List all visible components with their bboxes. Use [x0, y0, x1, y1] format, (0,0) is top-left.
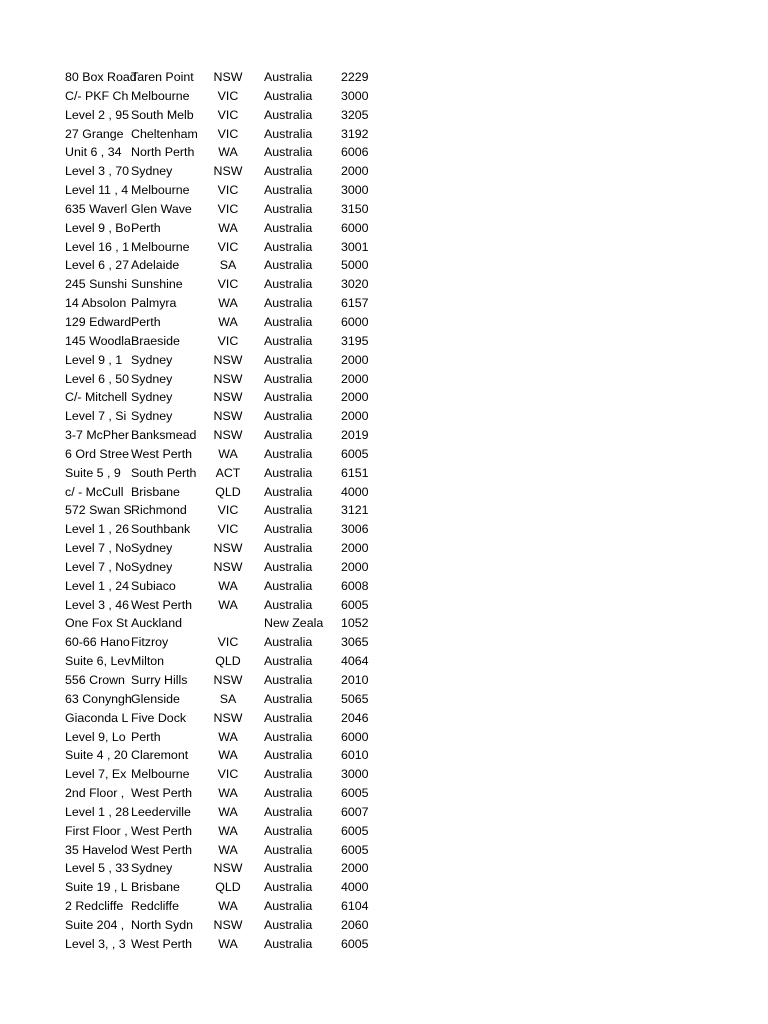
table-row	[0, 143, 768, 162]
state-cell: NSW	[213, 673, 243, 687]
postcode-cell: 6008	[341, 578, 369, 593]
table-row	[0, 652, 768, 671]
city-cell: West Perth	[131, 936, 193, 951]
address-cell: 60-66 Hano	[65, 635, 130, 650]
state-cell: WA	[218, 578, 238, 593]
state-cell: NSW	[213, 70, 243, 84]
postcode-cell: 3001	[341, 239, 369, 254]
address-cell: Level 9 , 1	[65, 352, 123, 367]
address-cell: 63 Conyngh	[65, 691, 132, 706]
table-row	[0, 219, 768, 238]
country-cell: Australia	[264, 258, 313, 273]
country-cell: Australia	[264, 861, 313, 876]
table-row	[0, 483, 768, 502]
country-cell: Australia	[264, 88, 313, 103]
city-cell: Sydney	[131, 861, 173, 876]
city-cell: Sydney	[131, 541, 173, 556]
table-row	[0, 332, 768, 351]
address-cell: Suite 19 , L	[65, 880, 128, 895]
city-cell: Richmond	[131, 503, 187, 518]
city-cell: Southbank	[131, 522, 191, 537]
address-cell: 6 Ord Stree	[65, 446, 130, 461]
address-cell: 129 Edward	[65, 314, 132, 329]
country-cell: Australia	[264, 220, 313, 235]
table-row	[0, 275, 768, 294]
country-cell: Australia	[264, 371, 313, 386]
postcode-cell: 6000	[341, 729, 369, 744]
postcode-cell: 2046	[341, 710, 369, 725]
country-cell: Australia	[264, 691, 313, 706]
postcode-cell: 6000	[341, 220, 369, 235]
state-cell: WA	[218, 729, 238, 744]
address-cell: 2 Redcliffe	[65, 899, 124, 914]
postcode-cell: 6000	[341, 314, 369, 329]
state-cell: VIC	[217, 635, 239, 650]
table-row	[0, 539, 768, 558]
address-cell: Level 3, , 3	[65, 936, 126, 951]
country-cell: Australia	[264, 804, 313, 819]
city-cell: Melbourne	[131, 767, 190, 782]
postcode-cell: 3205	[341, 107, 369, 122]
postcode-cell: 2000	[341, 352, 369, 367]
city-cell: Glen Wave	[131, 201, 192, 216]
state-cell: VIC	[217, 201, 239, 216]
state-cell: WA	[218, 145, 238, 160]
address-cell: Level 1 , 26	[65, 522, 130, 537]
state-cell: WA	[218, 823, 238, 838]
address-cell: Level 9 , Bo	[65, 220, 131, 235]
table-row	[0, 256, 768, 275]
country-cell: New Zeala	[264, 616, 324, 631]
country-cell: Australia	[264, 239, 313, 254]
city-cell: Melbourne	[131, 88, 190, 103]
table-row	[0, 690, 768, 709]
postcode-cell: 2000	[341, 164, 369, 179]
country-cell: Australia	[264, 673, 313, 687]
country-cell: Australia	[264, 314, 313, 329]
city-cell: Fitzroy	[131, 635, 169, 650]
state-cell: SA	[219, 691, 237, 706]
postcode-cell: 5000	[341, 258, 369, 273]
postcode-cell: 3000	[341, 88, 369, 103]
country-cell: Australia	[264, 126, 313, 141]
address-cell: c/ - McCull	[65, 484, 124, 499]
table-row	[0, 313, 768, 332]
city-cell: Brisbane	[131, 880, 180, 895]
state-cell: NSW	[213, 371, 243, 386]
table-row	[0, 294, 768, 313]
postcode-cell: 2000	[341, 390, 369, 405]
city-cell: Brisbane	[131, 484, 180, 499]
city-cell: Sydney	[131, 352, 173, 367]
city-cell: West Perth	[131, 786, 193, 801]
country-cell: Australia	[264, 936, 313, 951]
postcode-cell: 6104	[341, 899, 369, 914]
city-cell: Claremont	[131, 748, 189, 763]
table-row	[0, 370, 768, 389]
city-cell: Perth	[131, 314, 161, 329]
country-cell: Australia	[264, 503, 313, 518]
city-cell: West Perth	[131, 597, 193, 612]
country-cell: Australia	[264, 880, 313, 895]
state-cell: QLD	[215, 880, 241, 895]
state-cell: WA	[218, 786, 238, 801]
table-row	[0, 728, 768, 747]
postcode-cell: 3000	[341, 767, 369, 782]
postcode-cell: 6005	[341, 446, 369, 461]
table-row	[0, 238, 768, 257]
table-row	[0, 200, 768, 219]
country-cell: Australia	[264, 352, 313, 367]
postcode-cell: 5065	[341, 691, 369, 706]
table-row	[0, 859, 768, 878]
state-cell: NSW	[213, 917, 243, 932]
state-cell: WA	[218, 842, 238, 857]
state-cell: VIC	[217, 107, 239, 122]
table-row	[0, 916, 768, 935]
table-row	[0, 709, 768, 728]
address-cell: Level 9, Lo	[65, 729, 126, 744]
table-row	[0, 351, 768, 370]
table-row	[0, 633, 768, 652]
postcode-cell: 2019	[341, 428, 369, 443]
city-cell: Auckland	[131, 616, 182, 631]
city-cell: Cheltenham	[131, 126, 198, 141]
city-cell: Sydney	[131, 164, 173, 179]
city-cell: Taren Point	[131, 70, 194, 84]
postcode-cell: 6005	[341, 823, 369, 838]
state-cell: WA	[218, 296, 238, 311]
country-cell: Australia	[264, 710, 313, 725]
address-cell: Level 1 , 24	[65, 578, 130, 593]
postcode-cell: 6005	[341, 597, 369, 612]
table-row	[0, 464, 768, 483]
country-cell: Australia	[264, 541, 313, 556]
state-cell: SA	[219, 258, 237, 273]
table-row	[0, 106, 768, 125]
city-cell: Redcliffe	[131, 899, 179, 914]
city-cell: Glenside	[131, 691, 180, 706]
country-cell: Australia	[264, 597, 313, 612]
state-cell: QLD	[215, 654, 241, 669]
country-cell: Australia	[264, 145, 313, 160]
address-cell: Suite 204 ,	[65, 917, 125, 932]
table-row	[0, 765, 768, 784]
country-cell: Australia	[264, 164, 313, 179]
state-cell: VIC	[217, 88, 239, 103]
postcode-cell: 1052	[341, 616, 369, 631]
state-cell: NSW	[213, 164, 243, 179]
city-cell: South Perth	[131, 465, 197, 480]
postcode-cell: 6005	[341, 936, 369, 951]
table-row	[0, 822, 768, 841]
state-cell: NSW	[213, 428, 243, 443]
city-cell: Leederville	[131, 804, 191, 819]
address-cell: 80 Box Road	[65, 70, 137, 84]
state-cell: WA	[218, 446, 238, 461]
address-cell: One Fox St	[65, 616, 128, 631]
table-row	[0, 125, 768, 144]
address-cell: Suite 6, Lev	[65, 654, 131, 669]
address-cell: Level 11 , 4	[65, 183, 129, 198]
state-cell: NSW	[213, 710, 243, 725]
postcode-cell: 2000	[341, 861, 369, 876]
address-cell: Suite 5 , 9	[65, 465, 121, 480]
address-cell: Level 7 , No	[65, 541, 132, 556]
city-cell: West Perth	[131, 842, 193, 857]
address-cell: 556 Crown	[65, 673, 125, 687]
postcode-cell: 3195	[341, 333, 369, 348]
state-cell: WA	[218, 899, 238, 914]
postcode-cell: 3020	[341, 277, 369, 292]
table-row	[0, 162, 768, 181]
table-row	[0, 577, 768, 596]
table-row	[0, 87, 768, 106]
postcode-cell: 3121	[341, 503, 369, 518]
country-cell: Australia	[264, 107, 313, 122]
state-cell: VIC	[217, 277, 239, 292]
table-row	[0, 935, 768, 954]
country-cell: Australia	[264, 409, 313, 424]
state-cell: VIC	[217, 239, 239, 254]
address-cell: 635 Waverl	[65, 201, 128, 216]
postcode-cell: 3065	[341, 635, 369, 650]
address-cell: Level 1 , 28	[65, 804, 130, 819]
address-cell: 572 Swan S	[65, 503, 132, 518]
address-cell: Suite 4 , 20	[65, 748, 128, 763]
address-table	[0, 68, 768, 954]
city-cell: South Melb	[131, 107, 194, 122]
table-row	[0, 596, 768, 615]
postcode-cell: 3000	[341, 183, 369, 198]
city-cell: Sydney	[131, 371, 173, 386]
postcode-cell: 4000	[341, 484, 369, 499]
country-cell: Australia	[264, 333, 313, 348]
postcode-cell: 6006	[341, 145, 369, 160]
city-cell: North Sydn	[131, 917, 193, 932]
address-cell: 27 Grange	[65, 126, 124, 141]
country-cell: Australia	[264, 635, 313, 650]
table-row	[0, 388, 768, 407]
address-cell: Level 6 , 50	[65, 371, 130, 386]
country-cell: Australia	[264, 296, 313, 311]
table-row	[0, 878, 768, 897]
address-cell: Giaconda L	[65, 710, 129, 725]
state-cell: VIC	[217, 183, 239, 198]
table-row	[0, 558, 768, 577]
country-cell: Australia	[264, 786, 313, 801]
city-cell: Sydney	[131, 559, 173, 574]
country-cell: Australia	[264, 201, 313, 216]
address-cell: Level 6 , 27	[65, 258, 130, 273]
address-cell: Level 7, Ex	[65, 767, 127, 782]
city-cell: Five Dock	[131, 710, 187, 725]
country-cell: Australia	[264, 428, 313, 443]
postcode-cell: 3006	[341, 522, 369, 537]
table-row	[0, 181, 768, 200]
city-cell: Braeside	[131, 333, 180, 348]
city-cell: Sydney	[131, 390, 173, 405]
city-cell: Sunshine	[131, 277, 183, 292]
state-cell: ACT	[215, 465, 241, 480]
address-cell: 14 Absolon	[65, 296, 127, 311]
postcode-cell: 6157	[341, 296, 369, 311]
country-cell: Australia	[264, 465, 313, 480]
table-row	[0, 614, 768, 633]
country-cell: Australia	[264, 522, 313, 537]
state-cell: NSW	[213, 559, 243, 574]
state-cell: VIC	[217, 767, 239, 782]
city-cell: West Perth	[131, 823, 193, 838]
table-row	[0, 784, 768, 803]
postcode-cell: 2000	[341, 541, 369, 556]
postcode-cell: 6005	[341, 786, 369, 801]
country-cell: Australia	[264, 917, 313, 932]
state-cell: NSW	[213, 541, 243, 556]
city-cell: Perth	[131, 729, 161, 744]
address-cell: 35 Havelod	[65, 842, 128, 857]
city-cell: West Perth	[131, 446, 193, 461]
city-cell: Perth	[131, 220, 161, 235]
table-row	[0, 803, 768, 822]
country-cell: Australia	[264, 559, 313, 574]
table-row	[0, 520, 768, 539]
address-cell: Level 3 , 46	[65, 597, 130, 612]
state-cell: VIC	[217, 503, 239, 518]
postcode-cell: 4000	[341, 880, 369, 895]
country-cell: Australia	[264, 578, 313, 593]
address-cell: 145 Woodla	[65, 333, 131, 348]
country-cell: Australia	[264, 277, 313, 292]
state-cell: WA	[218, 748, 238, 763]
table-row	[0, 746, 768, 765]
country-cell: Australia	[264, 183, 313, 198]
address-cell: First Floor ,	[65, 823, 128, 838]
address-cell: C/- PKF Ch	[65, 88, 129, 103]
postcode-cell: 2060	[341, 917, 369, 932]
state-cell: WA	[218, 314, 238, 329]
city-cell: Sydney	[131, 409, 173, 424]
country-cell: Australia	[264, 70, 313, 84]
country-cell: Australia	[264, 767, 313, 782]
country-cell: Australia	[264, 842, 313, 857]
address-cell: Unit 6 , 34	[65, 145, 122, 160]
city-cell: Melbourne	[131, 239, 190, 254]
postcode-cell: 6010	[341, 748, 369, 763]
postcode-cell: 2010	[341, 673, 369, 687]
table-row	[0, 501, 768, 520]
state-cell: NSW	[213, 861, 243, 876]
country-cell: Australia	[264, 729, 313, 744]
postcode-cell: 2000	[341, 409, 369, 424]
city-cell: Melbourne	[131, 183, 190, 198]
address-cell: Level 7 , Si	[65, 409, 127, 424]
country-cell: Australia	[264, 446, 313, 461]
table-row	[0, 445, 768, 464]
postcode-cell: 4064	[341, 654, 369, 669]
state-cell: VIC	[217, 333, 239, 348]
postcode-cell: 3150	[341, 201, 369, 216]
address-cell: Level 5 , 33	[65, 861, 130, 876]
city-cell: Subiaco	[131, 578, 176, 593]
table-row	[0, 841, 768, 860]
address-cell: Level 2 , 95	[65, 107, 130, 122]
address-cell: 3-7 McPher	[65, 428, 130, 443]
state-cell: NSW	[213, 352, 243, 367]
postcode-cell: 6151	[341, 465, 369, 480]
city-cell: Palmyra	[131, 296, 177, 311]
country-cell: Australia	[264, 899, 313, 914]
table-row	[0, 897, 768, 916]
postcode-cell: 3192	[341, 126, 369, 141]
city-cell: Adelaide	[131, 258, 180, 273]
address-cell: Level 7 , No	[65, 559, 132, 574]
state-cell: WA	[218, 804, 238, 819]
city-cell: North Perth	[131, 145, 195, 160]
country-cell: Australia	[264, 823, 313, 838]
state-cell: VIC	[217, 126, 239, 141]
city-cell: Banksmead	[131, 428, 197, 443]
postcode-cell: 6007	[341, 804, 369, 819]
state-cell: WA	[218, 220, 238, 235]
table-row	[0, 671, 768, 690]
postcode-cell: 2229	[341, 70, 369, 84]
table-row	[0, 426, 768, 445]
postcode-cell: 2000	[341, 371, 369, 386]
state-cell: WA	[218, 936, 238, 951]
postcode-cell: 2000	[341, 559, 369, 574]
state-cell: VIC	[217, 522, 239, 537]
address-cell: Level 3 , 70	[65, 164, 130, 179]
address-cell: Level 16 , 1	[65, 239, 130, 254]
address-cell: 245 Sunshi	[65, 277, 128, 292]
city-cell: Milton	[131, 654, 165, 669]
table-row	[0, 407, 768, 426]
state-cell: WA	[218, 597, 238, 612]
city-cell: Surry Hills	[131, 673, 188, 687]
address-cell: C/- Mitchell	[65, 390, 127, 405]
postcode-cell: 6005	[341, 842, 369, 857]
table-row	[0, 68, 768, 87]
country-cell: Australia	[264, 654, 313, 669]
state-cell: QLD	[215, 484, 241, 499]
country-cell: Australia	[264, 390, 313, 405]
country-cell: Australia	[264, 484, 313, 499]
state-cell: NSW	[213, 409, 243, 424]
country-cell: Australia	[264, 748, 313, 763]
state-cell: NSW	[213, 390, 243, 405]
address-cell: 2nd Floor ,	[65, 786, 125, 801]
